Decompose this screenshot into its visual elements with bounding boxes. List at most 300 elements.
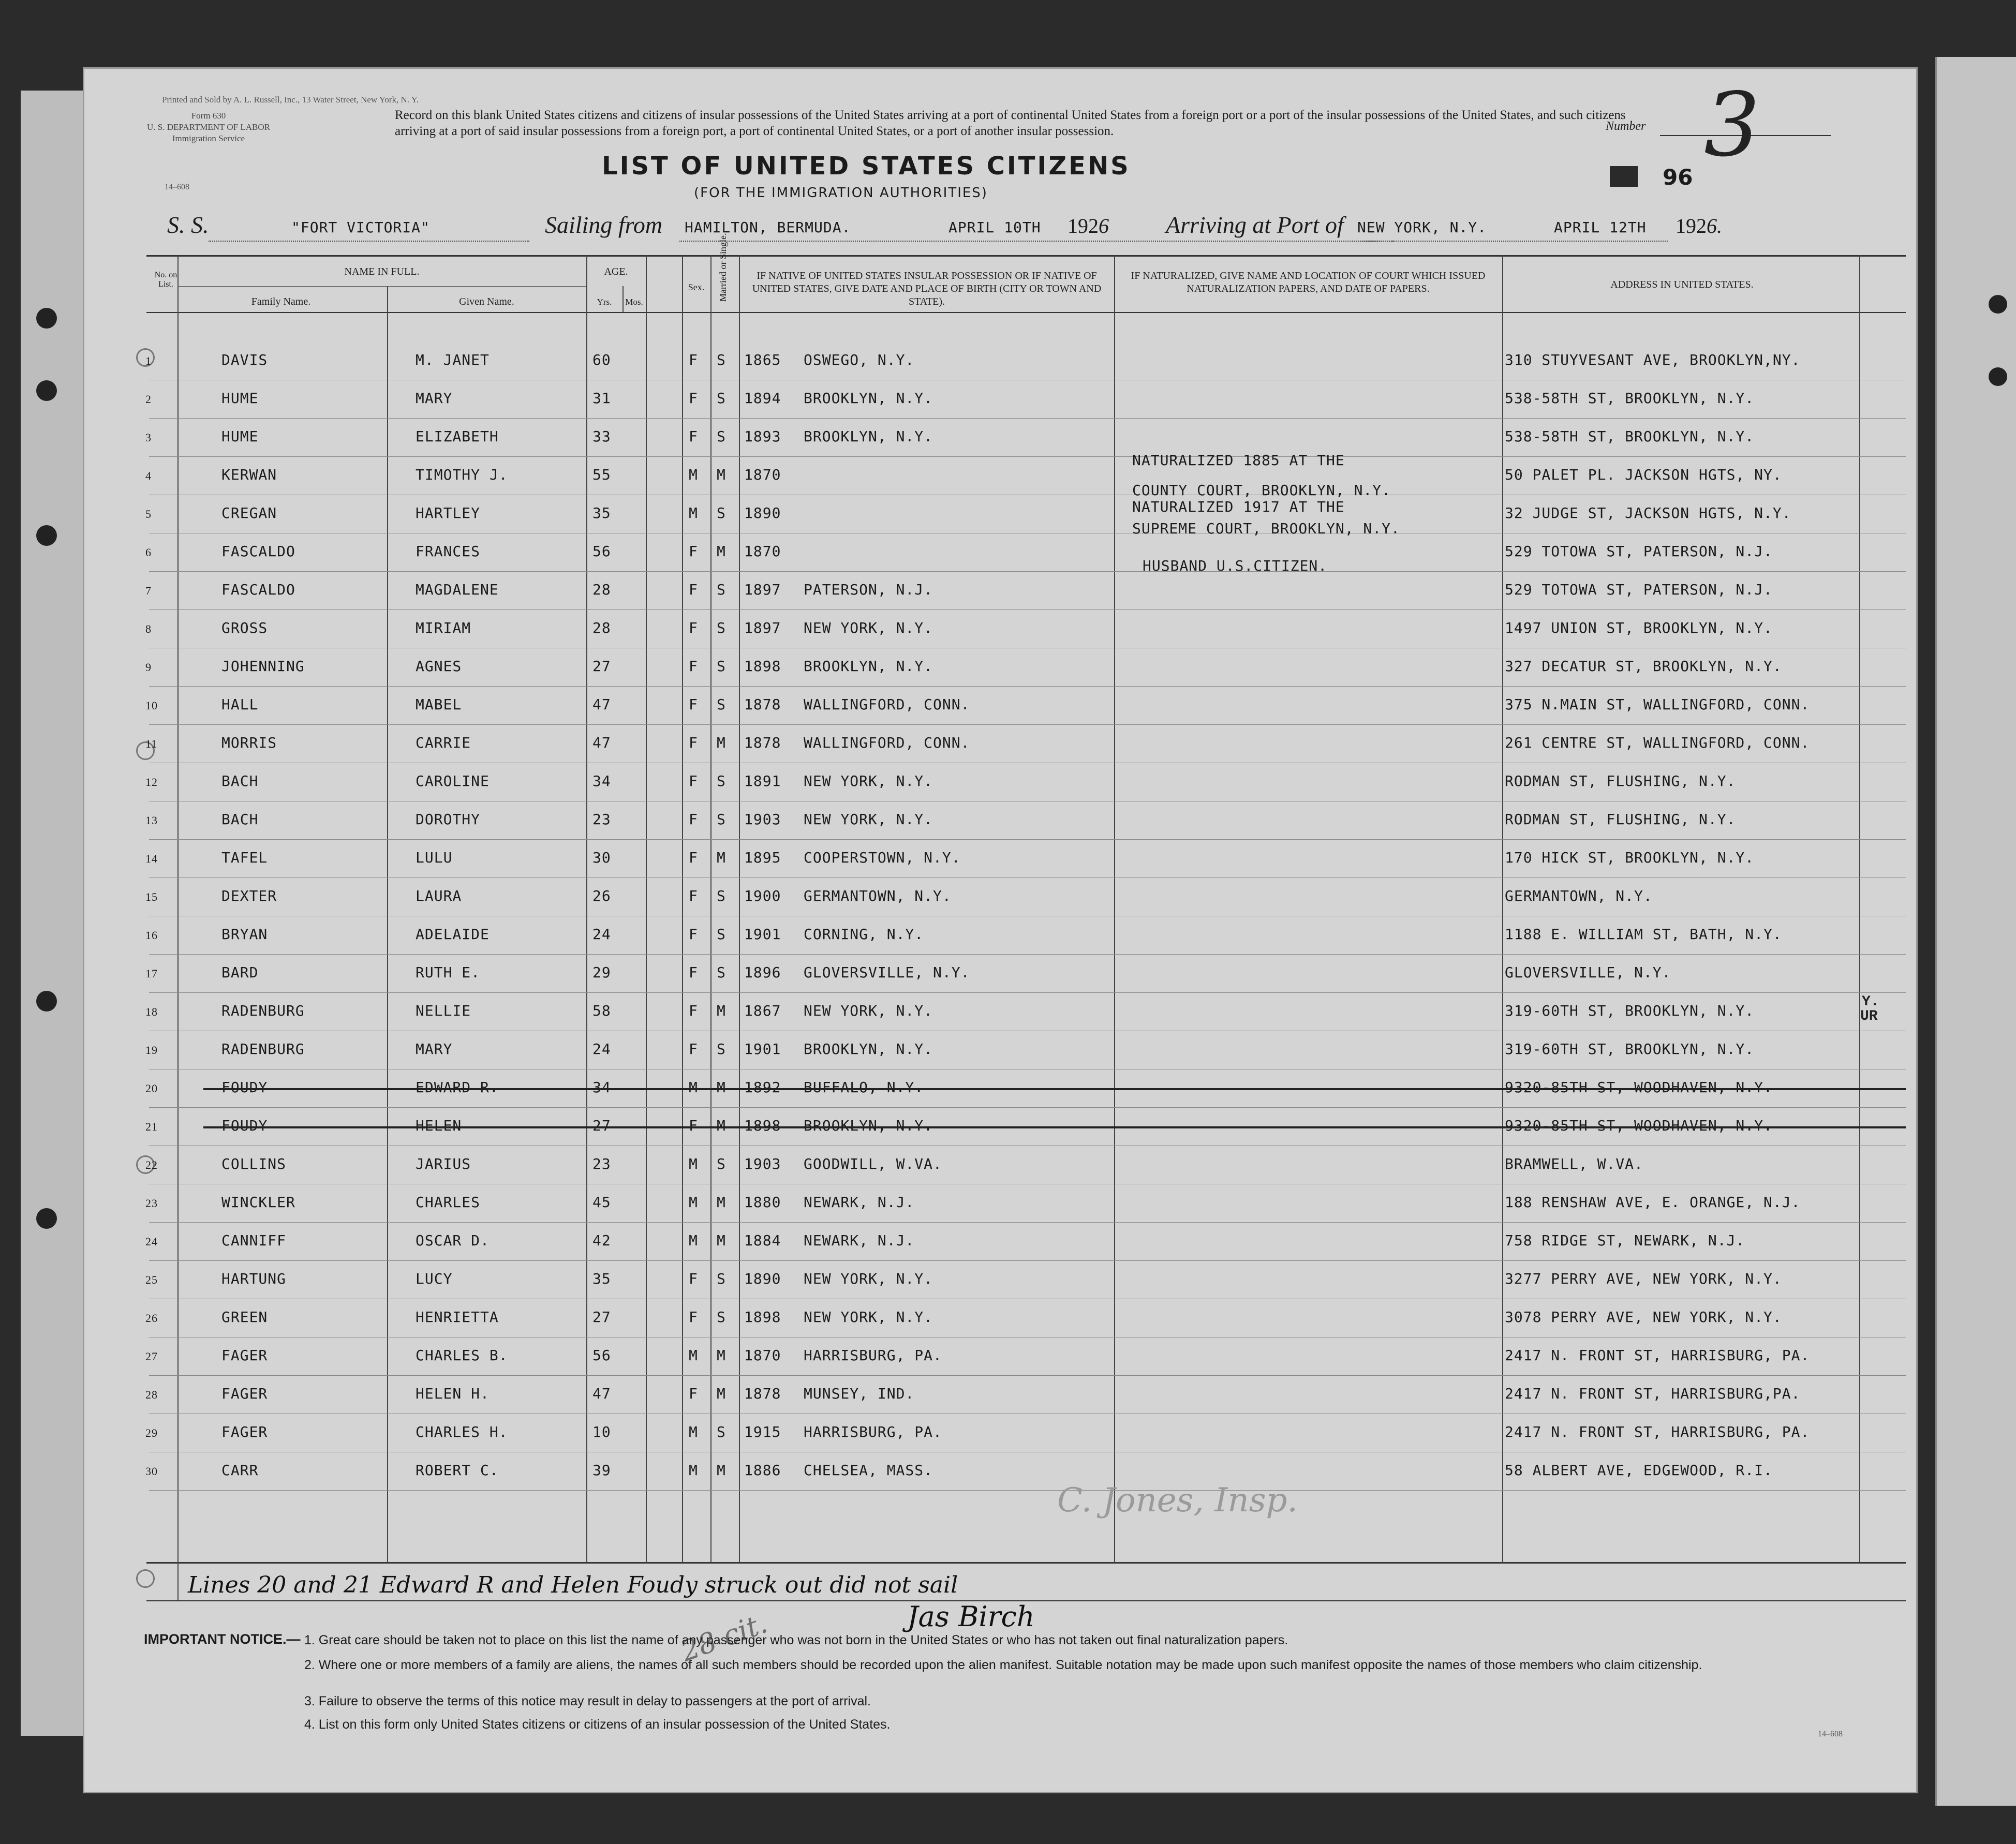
birth-place-cell: CORNING, N.Y. [804, 926, 924, 943]
signature: Jas Birch [907, 1600, 1035, 1633]
birth-year-cell: 1870 [744, 543, 781, 560]
given-name-cell: HELEN H. [416, 1385, 490, 1402]
notice-item: 3. Failure to observe the terms of this notice may result in delay to passengers at the port of arrival. [304, 1694, 871, 1708]
row-number-cell: 28 [145, 1388, 158, 1401]
naturalization-note: SUPREME COURT, BROOKLYN, N.Y. [1132, 520, 1400, 537]
margin-mark: Y. [1862, 994, 1879, 1010]
sex-cell: M [689, 1155, 698, 1172]
family-name-cell: CARR [221, 1462, 259, 1479]
col-married-header: Married or Single. [718, 233, 728, 302]
age-cell: 60 [592, 351, 611, 368]
table-row [84, 1261, 1916, 1299]
birth-place-cell: WALLINGFORD, CONN. [804, 696, 970, 713]
birth-place-cell: BROOKLYN, N.Y. [804, 390, 933, 407]
age-cell: 39 [592, 1462, 611, 1479]
birth-place-cell: GLOVERSVILLE, N.Y. [804, 964, 970, 981]
marital-status-cell: M [717, 1232, 726, 1249]
birth-place-cell: WALLINGFORD, CONN. [804, 734, 970, 751]
naturalization-note: HUSBAND U.S.CITIZEN. [1143, 557, 1328, 574]
address-cell: 529 TOTOWA ST, PATERSON, N.J. [1505, 581, 1773, 598]
row-number-cell: 12 [145, 776, 158, 789]
given-name-cell: EDWARD R. [416, 1079, 499, 1096]
address-cell: 3277 PERRY AVE, NEW YORK, N.Y. [1505, 1270, 1782, 1287]
table-row [84, 572, 1916, 610]
col-naturalized-header: IF NATURALIZED, GIVE NAME AND LOCATION OF COURT WHICH ISSUED NATURALIZATION PAPERS, AND DATE OF PAPERS. [1131, 270, 1486, 294]
binding-hole [36, 525, 57, 546]
address-cell: 58 ALBERT AVE, EDGEWOOD, R.I. [1505, 1462, 1773, 1479]
inspector-signature: C. Jones, Insp. [1057, 1481, 1298, 1520]
age-cell: 28 [592, 619, 611, 636]
sex-cell: F [689, 849, 698, 866]
address-cell: 319-60TH ST, BROOKLYN, N.Y. [1505, 1002, 1755, 1019]
family-name-cell: HALL [221, 696, 259, 713]
family-name-cell: BACH [221, 772, 259, 790]
table-row [84, 1184, 1916, 1223]
age-cell: 28 [592, 581, 611, 598]
col-age-header: AGE. [604, 266, 628, 277]
birth-place-cell: BROOKLYN, N.Y. [804, 428, 933, 445]
family-name-cell: FAGER [221, 1347, 268, 1364]
birth-place-cell: GERMANTOWN, N.Y. [804, 887, 952, 904]
given-name-cell: OSCAR D. [416, 1232, 490, 1249]
birth-year-cell: 1886 [744, 1462, 781, 1479]
age-cell: 42 [592, 1232, 611, 1249]
table-row [84, 840, 1916, 878]
form-code: 14–608 [165, 183, 189, 191]
birth-year-cell: 1896 [744, 964, 781, 981]
table-row [84, 533, 1916, 572]
table-row [84, 763, 1916, 801]
given-name-cell: HELEN [416, 1117, 462, 1134]
given-name-cell: HARTLEY [416, 504, 481, 522]
binding-hole [36, 991, 57, 1012]
given-name-cell: DOROTHY [416, 811, 481, 828]
birth-place-cell: NEWARK, N.J. [804, 1194, 915, 1211]
binding-hole [36, 308, 57, 329]
marital-status-cell: S [717, 658, 726, 675]
birth-year-cell: 1878 [744, 696, 781, 713]
marital-status-cell: M [717, 1002, 726, 1019]
address-cell: 538-58TH ST, BROOKLYN, N.Y. [1505, 428, 1755, 445]
family-name-cell: BACH [221, 811, 259, 828]
marital-status-cell: S [717, 772, 726, 790]
age-cell: 47 [592, 734, 611, 751]
age-cell: 29 [592, 964, 611, 981]
age-cell: 27 [592, 658, 611, 675]
address-cell: 9320-85TH ST, WOODHAVEN, N.Y. [1505, 1079, 1773, 1096]
table-row [84, 495, 1916, 533]
marital-status-cell: M [717, 734, 726, 751]
marital-status-cell: M [717, 1462, 726, 1479]
given-name-cell: JARIUS [416, 1155, 471, 1172]
age-cell: 23 [592, 1155, 611, 1172]
address-cell: 3078 PERRY AVE, NEW YORK, N.Y. [1505, 1308, 1782, 1326]
family-name-cell: FASCALDO [221, 543, 295, 560]
dotted-line [1352, 241, 1668, 242]
address-cell: 538-58TH ST, BROOKLYN, N.Y. [1505, 390, 1755, 407]
notice-item: 1. Great care should be taken not to place on this list the name of any passenger who was not born in the United States or who has not taken out final naturalization papers. [304, 1633, 1288, 1647]
birth-year-cell: 1865 [744, 351, 781, 368]
ship-name: "FORT VICTORIA" [291, 219, 430, 236]
family-name-cell: BARD [221, 964, 259, 981]
table-row [84, 1452, 1916, 1491]
birth-place-cell: HARRISBURG, PA. [804, 1423, 942, 1440]
family-name-cell: WINCKLER [221, 1194, 295, 1211]
given-name-cell: HENRIETTA [416, 1308, 499, 1326]
marital-status-cell: M [717, 1347, 726, 1364]
table-top-rule [146, 255, 1906, 257]
age-cell: 33 [592, 428, 611, 445]
page-title: LIST OF UNITED STATES CITIZENS [602, 152, 1131, 181]
address-cell: 2417 N. FRONT ST, HARRISBURG, PA. [1505, 1347, 1810, 1364]
birth-place-cell: BROOKLYN, N.Y. [804, 1040, 933, 1058]
table-row [84, 878, 1916, 916]
punch-hole [136, 1569, 155, 1588]
age-cell: 10 [592, 1423, 611, 1440]
row-number-cell: 20 [145, 1082, 158, 1095]
given-name-cell: RUTH E. [416, 964, 481, 981]
table-row [84, 1299, 1916, 1337]
address-cell: RODMAN ST, FLUSHING, N.Y. [1505, 772, 1736, 790]
address-cell: 327 DECATUR ST, BROOKLYN, N.Y. [1505, 658, 1782, 675]
row-number-cell: 5 [145, 508, 152, 521]
sex-cell: F [689, 543, 698, 560]
col-family-header: Family Name. [251, 296, 311, 307]
row-number-cell: 14 [145, 852, 158, 865]
col-yrs-header: Yrs. [597, 297, 612, 307]
row-number-cell: 25 [145, 1273, 158, 1286]
row-number-cell: 9 [145, 661, 152, 674]
age-cell: 30 [592, 849, 611, 866]
given-name-cell: CARRIE [416, 734, 471, 751]
row-number-cell: 4 [145, 469, 152, 482]
age-cell: 55 [592, 466, 611, 483]
citizen-count: 28 cit. [676, 1607, 772, 1668]
sex-cell: M [689, 1347, 698, 1364]
sex-cell: M [689, 466, 698, 483]
arriving-label: Arriving at Port of [1166, 212, 1344, 238]
given-name-cell: MAGDALENE [416, 581, 499, 598]
marital-status-cell: S [717, 390, 726, 407]
family-name-cell: FOUDY [221, 1079, 268, 1096]
marital-status-cell: S [717, 696, 726, 713]
sex-cell: F [689, 1040, 698, 1058]
given-name-cell: CAROLINE [416, 772, 490, 790]
table-row [84, 610, 1916, 648]
birth-year-cell: 1897 [744, 619, 781, 636]
sex-cell: M [689, 1423, 698, 1440]
sex-cell: F [689, 1002, 698, 1019]
binding-hole [1989, 295, 2007, 314]
naturalization-note: COUNTY COURT, BROOKLYN, N.Y. [1132, 482, 1391, 499]
birth-year-cell: 1895 [744, 849, 781, 866]
age-cell: 24 [592, 926, 611, 943]
margin-mark: UR [1860, 1008, 1878, 1024]
arrival-date: APRIL 12TH [1554, 219, 1647, 236]
birth-place-cell: OSWEGO, N.Y. [804, 351, 915, 368]
row-number-cell: 2 [145, 393, 152, 406]
row-number-cell: 30 [145, 1465, 158, 1478]
birth-year-cell: 1870 [744, 1347, 781, 1364]
stamp-mark [1610, 166, 1638, 187]
address-cell: 170 HICK ST, BROOKLYN, N.Y. [1505, 849, 1755, 866]
birth-year-cell: 1884 [744, 1232, 781, 1249]
birth-place-cell: NEWARK, N.J. [804, 1232, 915, 1249]
birth-year-cell: 1890 [744, 504, 781, 522]
marital-status-cell: S [717, 964, 726, 981]
family-name-cell: FOUDY [221, 1117, 268, 1134]
department-name: U. S. DEPARTMENT OF LABOR [147, 122, 270, 132]
table-row [84, 1223, 1916, 1261]
marital-status-cell: S [717, 619, 726, 636]
table-row [84, 725, 1916, 763]
birth-place-cell: PATERSON, N.J. [804, 581, 933, 598]
birth-year-cell: 1915 [744, 1423, 781, 1440]
table-row [84, 1069, 1916, 1108]
marital-status-cell: S [717, 428, 726, 445]
family-name-cell: HUME [221, 390, 259, 407]
sex-cell: F [689, 926, 698, 943]
marital-status-cell: S [717, 1308, 726, 1326]
family-name-cell: GREEN [221, 1308, 268, 1326]
sex-cell: F [689, 964, 698, 981]
marital-status-cell: S [717, 1270, 726, 1287]
age-cell: 58 [592, 1002, 611, 1019]
table-row [84, 648, 1916, 687]
age-cell: 31 [592, 390, 611, 407]
family-name-cell: DEXTER [221, 887, 277, 904]
row-number-cell: 22 [145, 1158, 158, 1171]
birth-place-cell: NEW YORK, N.Y. [804, 619, 933, 636]
age-cell: 45 [592, 1194, 611, 1211]
family-name-cell: CANNIFF [221, 1232, 287, 1249]
given-name-cell: CHARLES B. [416, 1347, 508, 1364]
address-cell: 2417 N. FRONT ST, HARRISBURG,PA. [1505, 1385, 1801, 1402]
sex-cell: F [689, 428, 698, 445]
sex-cell: F [689, 1270, 698, 1287]
address-cell: 32 JUDGE ST, JACKSON HGTS, N.Y. [1505, 504, 1791, 522]
birth-year-cell: 1898 [744, 1308, 781, 1326]
given-name-cell: MABEL [416, 696, 462, 713]
age-cell: 26 [592, 887, 611, 904]
page-number: 96 [1663, 165, 1693, 190]
sex-cell: M [689, 1232, 698, 1249]
address-cell: 1188 E. WILLIAM ST, BATH, N.Y. [1505, 926, 1782, 943]
sex-cell: F [689, 734, 698, 751]
family-name-cell: RADENBURG [221, 1002, 305, 1019]
family-name-cell: BRYAN [221, 926, 268, 943]
sex-cell: M [689, 1079, 698, 1096]
address-cell: 758 RIDGE ST, NEWARK, N.J. [1505, 1232, 1745, 1249]
sex-cell: F [689, 696, 698, 713]
birth-place-cell: NEW YORK, N.Y. [804, 1308, 933, 1326]
row-number-cell: 24 [145, 1235, 158, 1248]
given-name-cell: AGNES [416, 658, 462, 675]
address-cell: 319-60TH ST, BROOKLYN, N.Y. [1505, 1040, 1755, 1058]
sex-cell: F [689, 811, 698, 828]
marital-status-cell: S [717, 811, 726, 828]
marital-status-cell: S [717, 1155, 726, 1172]
birth-year-cell: 1891 [744, 772, 781, 790]
col-no-header: No. on List. [154, 271, 177, 289]
given-name-cell: MARY [416, 390, 453, 407]
table-row [84, 342, 1916, 380]
binding-hole [36, 1208, 57, 1229]
row-number-cell: 15 [145, 890, 158, 903]
age-cell: 56 [592, 1347, 611, 1364]
table-row [84, 916, 1916, 955]
row-number-cell: 26 [145, 1312, 158, 1325]
row-number-cell: 23 [145, 1197, 158, 1210]
address-cell: 9320-85TH ST, WOODHAVEN, N.Y. [1505, 1117, 1773, 1134]
row-number-cell: 6 [145, 546, 152, 559]
sailing-from-label: Sailing from [545, 212, 663, 238]
number-label: Number [1606, 120, 1646, 133]
given-name-cell: LUCY [416, 1270, 453, 1287]
notice-item: 4. List on this form only United States citizens or citizens of an insular possession of the United States. [304, 1717, 891, 1732]
sex-cell: M [689, 504, 698, 522]
departure-port: HAMILTON, BERMUDA. [685, 219, 851, 236]
marital-status-cell: M [717, 1117, 726, 1134]
table-row [84, 1031, 1916, 1069]
family-name-cell: DAVIS [221, 351, 268, 368]
birth-year-cell: 1890 [744, 1270, 781, 1287]
birth-year-cell: 1897 [744, 581, 781, 598]
family-name-cell: HUME [221, 428, 259, 445]
ship-label: S. S. [167, 212, 209, 238]
family-name-cell: KERWAN [221, 466, 277, 483]
col-sex-header: Sex. [688, 282, 705, 292]
birth-year-cell: 1898 [744, 1117, 781, 1134]
col-name-header: NAME IN FULL. [344, 266, 420, 277]
marital-status-cell: S [717, 581, 726, 598]
row-number-cell: 16 [145, 929, 158, 942]
birth-year-cell: 1893 [744, 428, 781, 445]
age-cell: 24 [592, 1040, 611, 1058]
marital-status-cell: S [717, 926, 726, 943]
form-instructions: Record on this blank United States citizens and citizens of insular possessions of the United States arriving at a port of continental United States from a foreign port or a port of the insular possessions of the United States, and such citizens arriving at a port of said insular possessions from a foreign port, a port of continental United States, or a port of another insular possession. [395, 108, 1626, 138]
given-name-cell: M. JANET [416, 351, 490, 368]
birth-place-cell: NEW YORK, N.Y. [804, 811, 933, 828]
birth-place-cell: BROOKLYN, N.Y. [804, 1117, 933, 1134]
service-name: Immigration Service [172, 133, 245, 143]
address-cell: BRAMWELL, W.VA. [1505, 1155, 1643, 1172]
binding-hole [1989, 367, 2007, 386]
given-name-cell: FRANCES [416, 543, 481, 560]
birth-year-cell: 1878 [744, 1385, 781, 1402]
age-cell: 47 [592, 696, 611, 713]
given-name-cell: LAURA [416, 887, 462, 904]
row-number-cell: 27 [145, 1350, 158, 1363]
birth-year-cell: 1867 [744, 1002, 781, 1019]
marital-status-cell: S [717, 1423, 726, 1440]
marital-status-cell: S [717, 504, 726, 522]
given-name-cell: NELLIE [416, 1002, 471, 1019]
sex-cell: F [689, 581, 698, 598]
family-name-cell: JOHENNING [221, 658, 305, 675]
birth-place-cell: CHELSEA, MASS. [804, 1462, 933, 1479]
given-name-cell: ROBERT C. [416, 1462, 499, 1479]
marital-status-cell: M [717, 543, 726, 560]
marital-status-cell: M [717, 466, 726, 483]
birth-year-cell: 1870 [744, 466, 781, 483]
row-number-cell: 7 [145, 584, 152, 597]
family-name-cell: GROSS [221, 619, 268, 636]
sex-cell: F [689, 1385, 698, 1402]
given-name-cell: CHARLES H. [416, 1423, 508, 1440]
table-row [84, 1414, 1916, 1452]
printer-credit: Printed and Sold by A. L. Russell, Inc., 13 Water Street, New York, N. Y. [162, 95, 419, 105]
header-bottom-rule [146, 312, 1906, 313]
col-rule [177, 286, 586, 287]
address-cell: 1497 UNION ST, BROOKLYN, N.Y. [1505, 619, 1773, 636]
given-name-cell: LULU [416, 849, 453, 866]
arrival-port: NEW YORK, N.Y. [1357, 219, 1487, 236]
sex-cell: F [689, 619, 698, 636]
form-label: Form 630 [191, 111, 226, 121]
table-row [84, 1108, 1916, 1146]
marital-status-cell: S [717, 351, 726, 368]
address-cell: 188 RENSHAW AVE, E. ORANGE, N.J. [1505, 1194, 1801, 1211]
binding-hole [36, 380, 57, 401]
family-name-cell: COLLINS [221, 1155, 287, 1172]
birth-year-cell: 1892 [744, 1079, 781, 1096]
notice-heading: IMPORTANT NOTICE.— [144, 1631, 301, 1647]
family-name-cell: RADENBURG [221, 1040, 305, 1058]
birth-place-cell: GOODWILL, W.VA. [804, 1155, 942, 1172]
departure-date: APRIL 10TH [948, 219, 1041, 236]
birth-place-cell: HARRISBURG, PA. [804, 1347, 942, 1364]
birth-year-cell: 1898 [744, 658, 781, 675]
age-cell: 23 [592, 811, 611, 828]
table-row [84, 801, 1916, 840]
birth-place-cell: MUNSEY, IND. [804, 1385, 915, 1402]
sex-cell: F [689, 1117, 698, 1134]
row-number-cell: 8 [145, 622, 152, 635]
row-number-cell: 1 [145, 354, 152, 367]
sex-cell: F [689, 1308, 698, 1326]
marital-status-cell: M [717, 1194, 726, 1211]
address-cell: RODMAN ST, FLUSHING, N.Y. [1505, 811, 1736, 828]
col-mos-header: Mos. [625, 297, 643, 307]
handwritten-annotation: Lines 20 and 21 Edward R and Helen Foudy struck out did not sail [188, 1572, 958, 1598]
dotted-line [679, 241, 1394, 242]
birth-place-cell: NEW YORK, N.Y. [804, 772, 933, 790]
naturalization-note: NATURALIZED 1885 AT THE [1132, 452, 1345, 469]
row-number-cell: 3 [145, 431, 152, 444]
manifest-sheet [83, 67, 1918, 1793]
birth-place-cell: NEW YORK, N.Y. [804, 1270, 933, 1287]
age-cell: 27 [592, 1308, 611, 1326]
address-cell: GLOVERSVILLE, N.Y. [1505, 964, 1671, 981]
row-number-cell: 19 [145, 1044, 158, 1057]
table-row [84, 687, 1916, 725]
row-number-cell: 13 [145, 814, 158, 827]
row-number-cell: 10 [145, 699, 158, 712]
birth-year-cell: 1901 [744, 926, 781, 943]
given-name-cell: MARY [416, 1040, 453, 1058]
birth-year-cell: 1900 [744, 887, 781, 904]
list-number: 3 [1704, 74, 1760, 176]
sex-cell: M [689, 1194, 698, 1211]
family-name-cell: MORRIS [221, 734, 277, 751]
birth-year-cell: 1901 [744, 1040, 781, 1058]
age-cell: 56 [592, 543, 611, 560]
row-number-cell: 18 [145, 1005, 158, 1018]
birth-year-cell: 1894 [744, 390, 781, 407]
row-number-cell: 29 [145, 1426, 158, 1439]
birth-place-cell: BROOKLYN, N.Y. [804, 658, 933, 675]
